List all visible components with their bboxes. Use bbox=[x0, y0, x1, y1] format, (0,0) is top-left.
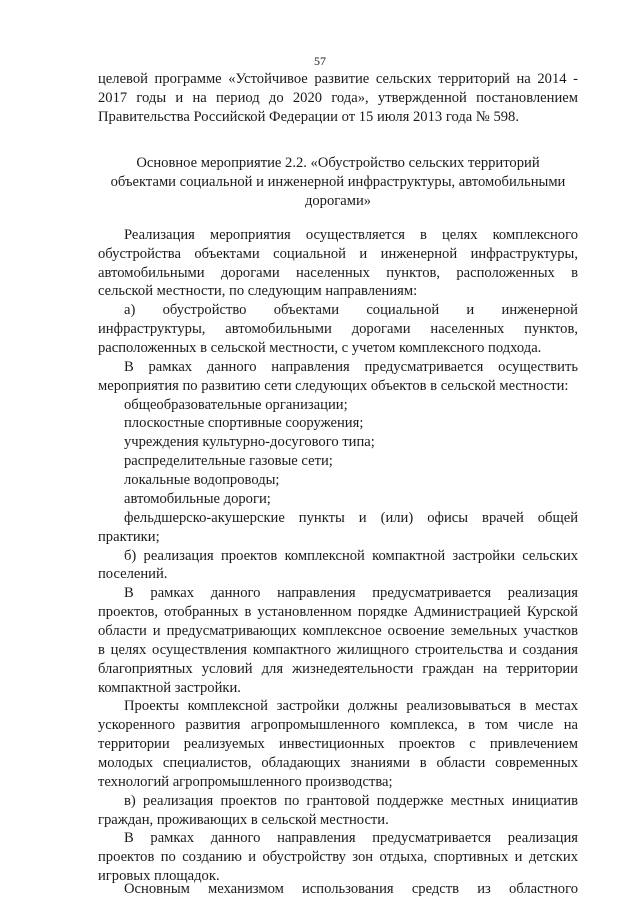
list-item: фельдшерско-акушерские пункты и (или) офисы врачей общей bbox=[124, 509, 578, 526]
body-line: в) реализация проектов по грантовой поддержке местных инициатив bbox=[124, 792, 578, 809]
body-line: в целях осуществления компактного жилищного строительства и создания bbox=[98, 641, 578, 658]
body-line: обустройства объектами социальной и инженерной инфраструктуры, bbox=[98, 245, 578, 262]
intro-line: целевой программе «Устойчивое развитие сельских территорий на 2014 - bbox=[98, 71, 578, 87]
body-line: В рамках данного направления предусматривается реализация bbox=[124, 585, 578, 602]
body-line: ускоренного развития агропромышленного комплекса, в том числе на bbox=[98, 717, 578, 734]
section-heading-line: дорогами» bbox=[304, 193, 372, 210]
body-line: компактной застройки. bbox=[98, 679, 241, 696]
list-item: учреждения культурно-досугового типа; bbox=[124, 434, 375, 451]
body-line: молодых специалистов, обладающих знаниями в области современных bbox=[98, 754, 578, 771]
body-line: области и предусматривающих комплексное освоение земельных участков bbox=[98, 622, 578, 639]
list-item: общеобразовательные организации; bbox=[124, 396, 348, 413]
body-line: Проекты комплексной застройки должны реализовываться в местах bbox=[124, 698, 578, 715]
body-line: Основным механизмом использования средств из областного bbox=[124, 881, 578, 897]
list-item: распределительные газовые сети; bbox=[124, 453, 333, 470]
body-line: технологий агропромышленного производства; bbox=[98, 773, 393, 790]
body-line: инфраструктуры, автомобильными дорогами населенных пунктов, bbox=[98, 321, 578, 338]
list-item: локальные водопроводы; bbox=[124, 472, 280, 488]
body-line: В рамках данного направления предусматривается реализация bbox=[124, 830, 578, 847]
list-item: плоскостные спортивные сооружения; bbox=[124, 415, 364, 432]
body-line: автомобильными дорогами населенных пунктов, расположенных в bbox=[98, 264, 578, 281]
body-line: В рамках данного направления предусматривается осуществить bbox=[124, 358, 578, 375]
body-line: а) обустройство объектами социальной и инженерной bbox=[124, 302, 578, 319]
body-line: б) реализация проектов комплексной компактной застройки сельских bbox=[124, 547, 578, 564]
intro-line: Правительства Российской Федерации от 15 июля 2013 года № 598. bbox=[98, 108, 519, 125]
list-item: автомобильные дороги; bbox=[124, 490, 271, 507]
body-line: практики; bbox=[98, 528, 160, 545]
body-line: мероприятия по развитию сети следующих объектов в сельской местности: bbox=[98, 377, 569, 394]
body-line: игровых площадок. bbox=[98, 868, 220, 885]
body-line: проектов по созданию и обустройству зон отдыха, спортивных и детских bbox=[98, 849, 578, 866]
body-line: граждан, проживающих в сельской местности. bbox=[98, 811, 389, 828]
intro-line: 2017 годы и на период до 2020 года», утвержденной постановлением bbox=[98, 89, 578, 106]
body-line: благоприятных условий для жизнедеятельности граждан на территории bbox=[98, 660, 578, 677]
body-line: поселений. bbox=[98, 566, 168, 583]
body-line: сельской местности, по следующим направлениям: bbox=[98, 283, 418, 300]
section-heading-line: Основное мероприятие 2.2. «Обустройство сельских территорий bbox=[136, 155, 540, 172]
page-number: 57 bbox=[314, 54, 326, 68]
section-heading-line: объектами социальной и инженерной инфраструктуры, автомобильными bbox=[110, 174, 566, 191]
body-line: проектов, отобранных в установленном порядке Администрацией Курской bbox=[98, 604, 578, 621]
body-line: территории реализуемых инвестиционных проектов с привлечением bbox=[98, 736, 578, 753]
body-line: расположенных в сельской местности, с учетом комплексного подхода. bbox=[98, 340, 542, 356]
body-line: Реализация мероприятия осуществляется в целях комплексного bbox=[124, 226, 578, 243]
